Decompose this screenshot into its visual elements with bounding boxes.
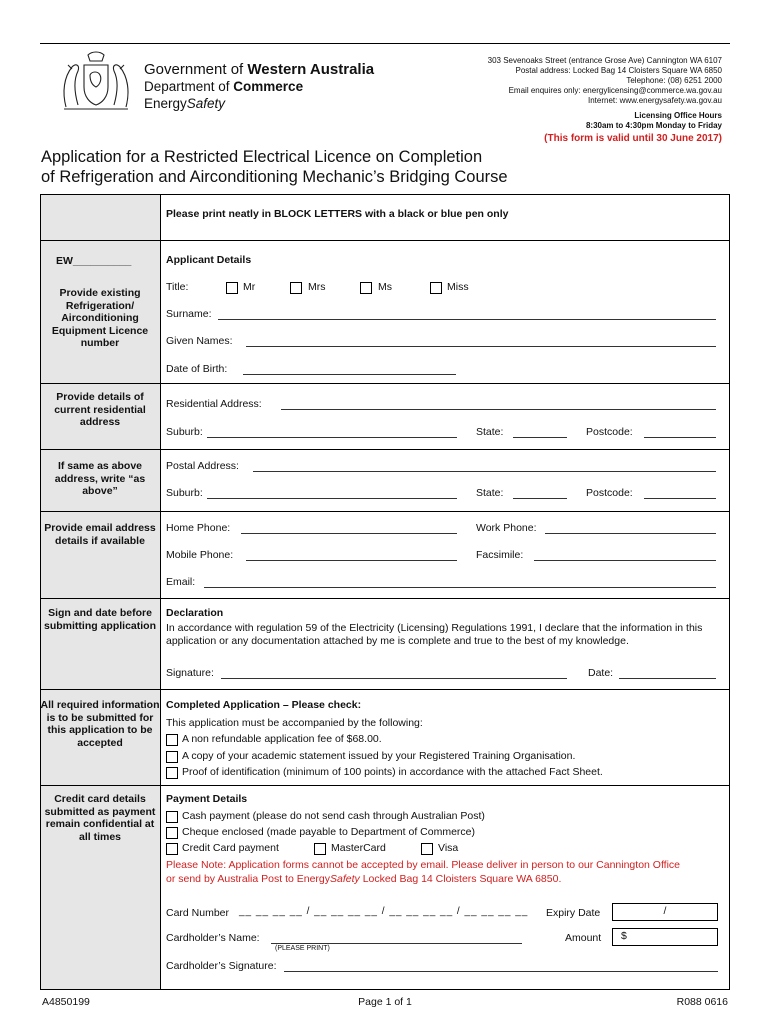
- amount-label: Amount: [565, 932, 602, 944]
- checkbox-mr[interactable]: [226, 282, 238, 294]
- checklist-heading: Completed Application – Please check:: [166, 699, 362, 711]
- checklist-item-fee: A non refundable application fee of $68.00.: [182, 733, 382, 745]
- given-names-field[interactable]: [246, 346, 716, 347]
- residential-postcode-field[interactable]: [644, 437, 716, 438]
- declaration-side-note: Sign and date before submitting application: [44, 607, 156, 632]
- payment-cash-label: Cash payment (please do not send cash through Australian Post): [182, 810, 485, 822]
- office-address: 303 Sevenoaks Street (entrance Grose Ave) Cannington WA 6107 Postal address: Locked Bag 14 Cloisters Square WA 6850 Telephone: (08) 6251 2000 Email enquires only: energylicensing@commerce.wa.gov.au Internet: www.energysafety.wa.gov.au Licensing Office Hours 8:30am to 4:30pm Monday to Friday: [487, 56, 722, 130]
- cardholder-signature-field[interactable]: [284, 971, 718, 972]
- residential-suburb-label: Suburb:: [166, 426, 203, 438]
- facsimile-field[interactable]: [534, 560, 716, 561]
- postal-address-field[interactable]: [253, 471, 716, 472]
- facsimile-label: Facsimile:: [476, 549, 524, 561]
- checkbox-cash[interactable]: [166, 811, 178, 823]
- cardholder-name-label: Cardholder’s Name:: [166, 932, 260, 944]
- checklist-item-identification: Proof of identification (minimum of 100 points) in accordance with the attached Fact Sheet.: [182, 766, 603, 778]
- government-name: Government of Western Australia: [144, 61, 375, 78]
- payment-visa-label: Visa: [438, 842, 459, 854]
- declaration-date-field[interactable]: [619, 678, 716, 679]
- checkbox-identification[interactable]: [166, 767, 178, 779]
- checkbox-academic-statement[interactable]: [166, 751, 178, 763]
- postal-postcode-field[interactable]: [644, 498, 716, 499]
- validity-notice: (This form is valid until 30 June 2017): [544, 133, 722, 144]
- title-label: Title:: [166, 281, 189, 293]
- ew-licence-label: EW__________: [56, 255, 132, 267]
- dob-field[interactable]: [243, 374, 456, 375]
- residential-postcode-label: Postcode:: [586, 426, 633, 438]
- checkbox-visa[interactable]: [421, 843, 433, 855]
- coat-of-arms-icon: [58, 47, 134, 115]
- contact-side-note: Provide email address details if available: [44, 522, 156, 547]
- applicant-side-note: Provide existing Refrigeration/ Airconditioning Equipment Licence number: [51, 287, 149, 349]
- payment-note-line1: Please Note: Application forms cannot be accepted by email. Please deliver in person to our Cannington Office: [166, 859, 681, 871]
- surname-field[interactable]: [218, 319, 716, 320]
- cardholder-signature-label: Cardholder’s Signature:: [166, 960, 277, 972]
- residential-state-field[interactable]: [513, 437, 567, 438]
- surname-label: Surname:: [166, 308, 212, 320]
- instruction-text: Please print neatly in BLOCK LETTERS with a black or blue pen only: [166, 208, 509, 220]
- declaration-heading: Declaration: [166, 607, 224, 619]
- residential-address-label: Residential Address:: [166, 398, 262, 410]
- checklist-item-academic: A copy of your academic statement issued by your Registered Training Organisation.: [182, 750, 576, 762]
- checklist-side-note: All required information is to be submitted for this application to be accepted: [40, 699, 160, 749]
- postal-state-label: State:: [476, 487, 504, 499]
- checklist-intro: This application must be accompanied by the following:: [166, 717, 423, 729]
- work-phone-label: Work Phone:: [476, 522, 537, 534]
- payment-note-line2: or send by Australia Post to EnergySafety Locked Bag 14 Cloisters Square WA 6850.: [166, 873, 562, 885]
- residential-side-note: Provide details of current residential address: [54, 391, 146, 428]
- title-ms: Ms: [378, 281, 392, 293]
- checkbox-mrs[interactable]: [290, 282, 302, 294]
- declaration-text: In accordance with regulation 59 of the Electricity (Licensing) Regulations 1991, I declare that the information in this application or any documentation attached by me is complete and true to the best of my knowledge.: [166, 622, 703, 647]
- checkbox-mastercard[interactable]: [314, 843, 326, 855]
- postal-suburb-label: Suburb:: [166, 487, 203, 499]
- payment-cheque-label: Cheque enclosed (made payable to Department of Commerce): [182, 826, 475, 838]
- title-mr: Mr: [243, 281, 256, 293]
- please-print-note: (PLEASE PRINT): [275, 945, 330, 952]
- home-phone-label: Home Phone:: [166, 522, 231, 534]
- work-phone-field[interactable]: [545, 533, 716, 534]
- signature-field[interactable]: [221, 678, 567, 679]
- mobile-phone-label: Mobile Phone:: [166, 549, 234, 561]
- amount-field[interactable]: [612, 928, 718, 946]
- residential-state-label: State:: [476, 426, 504, 438]
- expiry-date-label: Expiry Date: [546, 907, 601, 919]
- home-phone-field[interactable]: [241, 533, 457, 534]
- form-code: A4850199: [42, 996, 90, 1008]
- dollar-sign: $: [621, 930, 627, 942]
- postal-suburb-field[interactable]: [207, 498, 457, 499]
- email-field[interactable]: [204, 587, 716, 588]
- postal-postcode-label: Postcode:: [586, 487, 633, 499]
- checkbox-miss[interactable]: [430, 282, 442, 294]
- revision-code: R088 0616: [676, 996, 728, 1008]
- email-label: Email:: [166, 576, 196, 588]
- mobile-phone-field[interactable]: [246, 560, 457, 561]
- payment-heading: Payment Details: [166, 793, 248, 805]
- cardholder-name-field[interactable]: [271, 943, 522, 944]
- page-number: Page 1 of 1: [358, 996, 412, 1008]
- postal-state-field[interactable]: [513, 498, 567, 499]
- card-number-field[interactable]: __ __ __ __ / __ __ __ __ / __ __ __ __ / __ __ __ __: [239, 906, 529, 917]
- postal-side-note: If same as above address, write “as above”: [54, 460, 146, 497]
- energysafety-name: EnergySafety: [144, 96, 226, 111]
- expiry-date-field[interactable]: [612, 903, 718, 921]
- signature-label: Signature:: [166, 667, 214, 679]
- top-border: [40, 43, 730, 44]
- residential-address-field[interactable]: [281, 409, 716, 410]
- title-miss: Miss: [447, 281, 469, 293]
- checkbox-fee[interactable]: [166, 734, 178, 746]
- checkbox-ms[interactable]: [360, 282, 372, 294]
- applicant-heading: Applicant Details: [166, 254, 252, 266]
- payment-credit-label: Credit Card payment: [182, 842, 279, 854]
- checkbox-credit-card[interactable]: [166, 843, 178, 855]
- residential-suburb-field[interactable]: [207, 437, 457, 438]
- postal-address-label: Postal Address:: [166, 460, 239, 472]
- checkbox-cheque[interactable]: [166, 827, 178, 839]
- title-mrs: Mrs: [308, 281, 326, 293]
- given-names-label: Given Names:: [166, 335, 233, 347]
- page-title: Application for a Restricted Electrical Licence on Completion of Refrigeration and Airconditioning Mechanic’s Bridging Course: [41, 148, 508, 186]
- payment-mastercard-label: MasterCard: [331, 842, 386, 854]
- dob-label: Date of Birth:: [166, 363, 228, 375]
- declaration-date-label: Date:: [588, 667, 614, 679]
- expiry-separator: /: [663, 905, 667, 917]
- payment-side-note: Credit card details submitted as payment remain confidential at all times: [44, 793, 156, 843]
- card-number-label: Card Number: [166, 907, 230, 919]
- department-name: Department of Commerce: [144, 79, 304, 94]
